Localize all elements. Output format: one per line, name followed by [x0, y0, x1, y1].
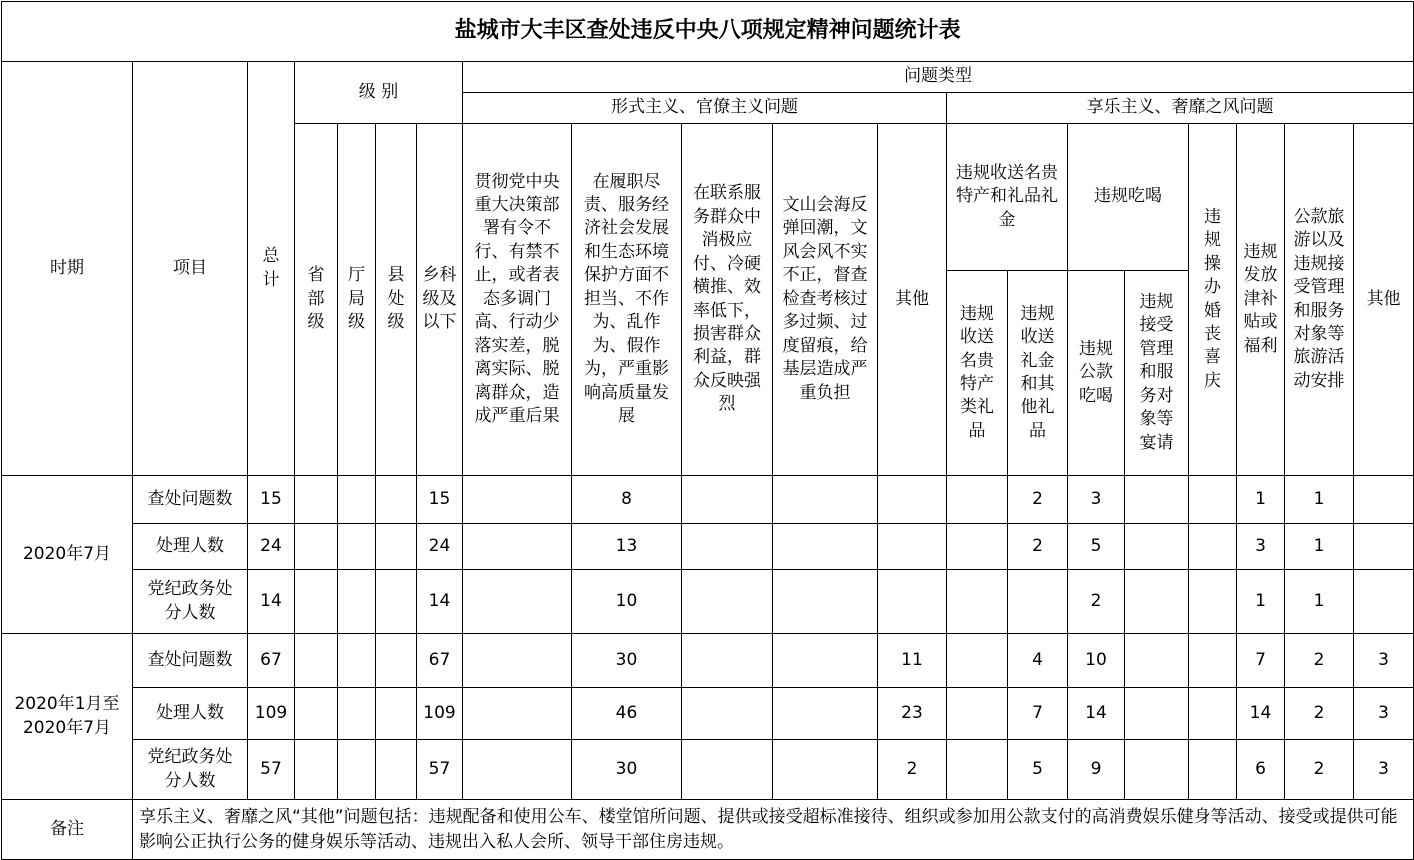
value-cell: 2	[1285, 740, 1354, 800]
value-cell: 2	[1285, 688, 1354, 740]
header-weddings: 违 规 操 办 婚 丧 喜 庆	[1189, 124, 1237, 476]
value-cell	[1354, 524, 1414, 570]
period-label: 2020年1月至 2020年7月	[2, 634, 133, 800]
value-cell: 7	[1008, 688, 1068, 740]
value-cell	[376, 740, 417, 800]
value-cell	[1125, 634, 1189, 688]
row-item-label: 党纪政务处 分人数	[133, 740, 248, 800]
value-cell: 15	[248, 476, 295, 524]
value-cell	[376, 688, 417, 740]
period-label: 2020年7月	[2, 476, 133, 634]
value-cell	[1354, 570, 1414, 634]
value-cell: 5	[1008, 740, 1068, 800]
value-cell: 9	[1068, 740, 1125, 800]
value-cell	[463, 634, 572, 688]
value-cell: 2	[1008, 476, 1068, 524]
row-item-label: 查处问题数	[133, 476, 248, 524]
value-cell: 14	[1068, 688, 1125, 740]
value-cell: 5	[1068, 524, 1125, 570]
value-cell: 23	[878, 688, 947, 740]
value-cell	[773, 688, 878, 740]
value-cell	[295, 524, 338, 570]
value-cell: 7	[1237, 634, 1285, 688]
value-cell	[1125, 740, 1189, 800]
header-level-province: 省 部 级	[295, 124, 338, 476]
header-formalism-group: 形式主义、官僚主义问题	[463, 93, 947, 124]
value-cell	[338, 476, 376, 524]
value-cell: 57	[248, 740, 295, 800]
row-item-label: 查处问题数	[133, 634, 248, 688]
header-formalism-masses: 在联系服务群众中消极应付、冷硬横推、效率低下，损害群众利益，群众反映强烈	[682, 124, 773, 476]
header-formalism-meetings: 文山会海反弹回潮，文风会风不实不正，督查检查考核过多过频、过度留痕，给基层造成严重负担	[773, 124, 878, 476]
row-item-label: 党纪政务处 分人数	[133, 570, 248, 634]
value-cell	[682, 524, 773, 570]
header-level-group: 级 别	[295, 62, 463, 124]
value-cell: 2	[1285, 634, 1354, 688]
value-cell	[376, 476, 417, 524]
value-cell	[947, 476, 1008, 524]
header-formalism-other: 其他	[878, 124, 947, 476]
value-cell	[376, 524, 417, 570]
value-cell	[338, 688, 376, 740]
value-cell	[463, 688, 572, 740]
header-problem-type: 问题类型	[463, 62, 1414, 93]
value-cell: 11	[878, 634, 947, 688]
value-cell: 24	[248, 524, 295, 570]
value-cell	[295, 570, 338, 634]
value-cell: 109	[417, 688, 463, 740]
value-cell: 14	[248, 570, 295, 634]
value-cell: 24	[417, 524, 463, 570]
value-cell	[338, 740, 376, 800]
value-cell: 67	[417, 634, 463, 688]
table-row	[2, 476, 1414, 524]
table-row	[2, 524, 1414, 570]
header-dining-banquet: 违规 接受 管理 和服 务对 象等 宴请	[1125, 271, 1189, 476]
value-cell	[1125, 476, 1189, 524]
value-cell: 1	[1285, 476, 1354, 524]
value-cell: 15	[417, 476, 463, 524]
value-cell	[947, 634, 1008, 688]
value-cell	[1189, 740, 1237, 800]
value-cell: 30	[572, 634, 682, 688]
value-cell: 2	[1068, 570, 1125, 634]
value-cell	[1125, 688, 1189, 740]
value-cell: 3	[1237, 524, 1285, 570]
row-item-label: 处理人数	[133, 524, 248, 570]
header-hedonism-group: 享乐主义、奢靡之风问题	[947, 93, 1414, 124]
value-cell	[463, 524, 572, 570]
value-cell: 14	[417, 570, 463, 634]
value-cell: 46	[572, 688, 682, 740]
value-cell	[338, 524, 376, 570]
value-cell	[1189, 476, 1237, 524]
value-cell: 1	[1285, 524, 1354, 570]
value-cell	[1125, 524, 1189, 570]
header-gifts-money: 违规 收送 礼金 和其 他礼 品	[1008, 271, 1068, 476]
header-hedonism-other: 其他	[1354, 124, 1414, 476]
statistics-table	[1, 1, 1414, 860]
value-cell: 3	[1354, 740, 1414, 800]
value-cell	[773, 524, 878, 570]
value-cell: 2	[878, 740, 947, 800]
value-cell	[376, 634, 417, 688]
value-cell	[376, 570, 417, 634]
header-formalism-decisions: 贯彻党中央重大决策部署有令不行、有禁不止，或者表态多调门高、行动少落实差，脱离实际、脱离群众，造成严重后果	[463, 124, 572, 476]
value-cell	[773, 634, 878, 688]
value-cell: 3	[1354, 688, 1414, 740]
value-cell	[682, 476, 773, 524]
value-cell: 6	[1237, 740, 1285, 800]
value-cell: 67	[248, 634, 295, 688]
table-row	[2, 570, 1414, 634]
table-title: 盐城市大丰区查处违反中央八项规定精神问题统计表	[2, 2, 1414, 62]
value-cell	[1189, 634, 1237, 688]
table-row	[2, 740, 1414, 800]
value-cell: 13	[572, 524, 682, 570]
header-level-county: 县 处 级	[376, 124, 417, 476]
value-cell: 3	[1354, 634, 1414, 688]
value-cell	[1354, 476, 1414, 524]
value-cell: 1	[1237, 570, 1285, 634]
value-cell	[1189, 688, 1237, 740]
value-cell	[1125, 570, 1189, 634]
value-cell: 1	[1237, 476, 1285, 524]
value-cell: 8	[572, 476, 682, 524]
value-cell	[1189, 524, 1237, 570]
header-dining-public: 违规 公款 吃喝	[1068, 271, 1125, 476]
value-cell	[947, 524, 1008, 570]
value-cell: 57	[417, 740, 463, 800]
header-item: 项目	[133, 62, 248, 476]
value-cell	[878, 570, 947, 634]
value-cell	[338, 634, 376, 688]
value-cell	[682, 570, 773, 634]
notes-label: 备注	[2, 800, 133, 860]
header-total: 总 计	[248, 62, 295, 476]
value-cell	[295, 634, 338, 688]
value-cell: 14	[1237, 688, 1285, 740]
value-cell	[1008, 570, 1068, 634]
value-cell	[773, 476, 878, 524]
table-row	[2, 634, 1414, 688]
value-cell	[878, 524, 947, 570]
value-cell	[947, 570, 1008, 634]
value-cell	[773, 740, 878, 800]
header-period: 时期	[2, 62, 133, 476]
value-cell	[338, 570, 376, 634]
header-level-bureau: 厅 局 级	[338, 124, 376, 476]
value-cell: 109	[248, 688, 295, 740]
value-cell	[878, 476, 947, 524]
header-gifts-group: 违规收送名贵特产和礼品礼金	[947, 124, 1068, 271]
value-cell	[295, 688, 338, 740]
row-item-label: 处理人数	[133, 688, 248, 740]
value-cell: 4	[1008, 634, 1068, 688]
value-cell: 30	[572, 740, 682, 800]
value-cell: 1	[1285, 570, 1354, 634]
value-cell	[773, 570, 878, 634]
value-cell: 3	[1068, 476, 1125, 524]
value-cell: 10	[572, 570, 682, 634]
header-gifts-specialty: 违规 收送 名贵 特产 类礼 品	[947, 271, 1008, 476]
value-cell: 10	[1068, 634, 1125, 688]
value-cell	[682, 634, 773, 688]
value-cell	[463, 740, 572, 800]
header-level-township: 乡科 级及 以下	[417, 124, 463, 476]
table-row	[2, 688, 1414, 740]
value-cell	[463, 570, 572, 634]
notes-text: 享乐主义、奢靡之风“其他”问题包括：违规配备和使用公车、楼堂馆所问题、提供或接受超标准接待、组织或参加用公款支付的高消费娱乐健身等活动、接受或提供可能影响公正执行公务的健身娱乐等活动、违规出入私人会所、领导干部住房违规。	[133, 800, 1414, 860]
value-cell	[947, 688, 1008, 740]
value-cell	[682, 688, 773, 740]
header-allowance: 违规 发放 津补 贴或 福利	[1237, 124, 1285, 476]
value-cell	[1189, 570, 1237, 634]
value-cell	[463, 476, 572, 524]
header-formalism-duties: 在履职尽责、服务经济社会发展和生态环境保护方面不担当、不作为、乱作为、假作为，严重影响高质量发展	[572, 124, 682, 476]
value-cell: 2	[1008, 524, 1068, 570]
value-cell	[295, 476, 338, 524]
header-travel: 公款旅 游以及 违规接 受管理 和服务 对象等 旅游活 动安排	[1285, 124, 1354, 476]
value-cell	[947, 740, 1008, 800]
header-dining-group: 违规吃喝	[1068, 124, 1189, 271]
value-cell	[295, 740, 338, 800]
value-cell	[682, 740, 773, 800]
